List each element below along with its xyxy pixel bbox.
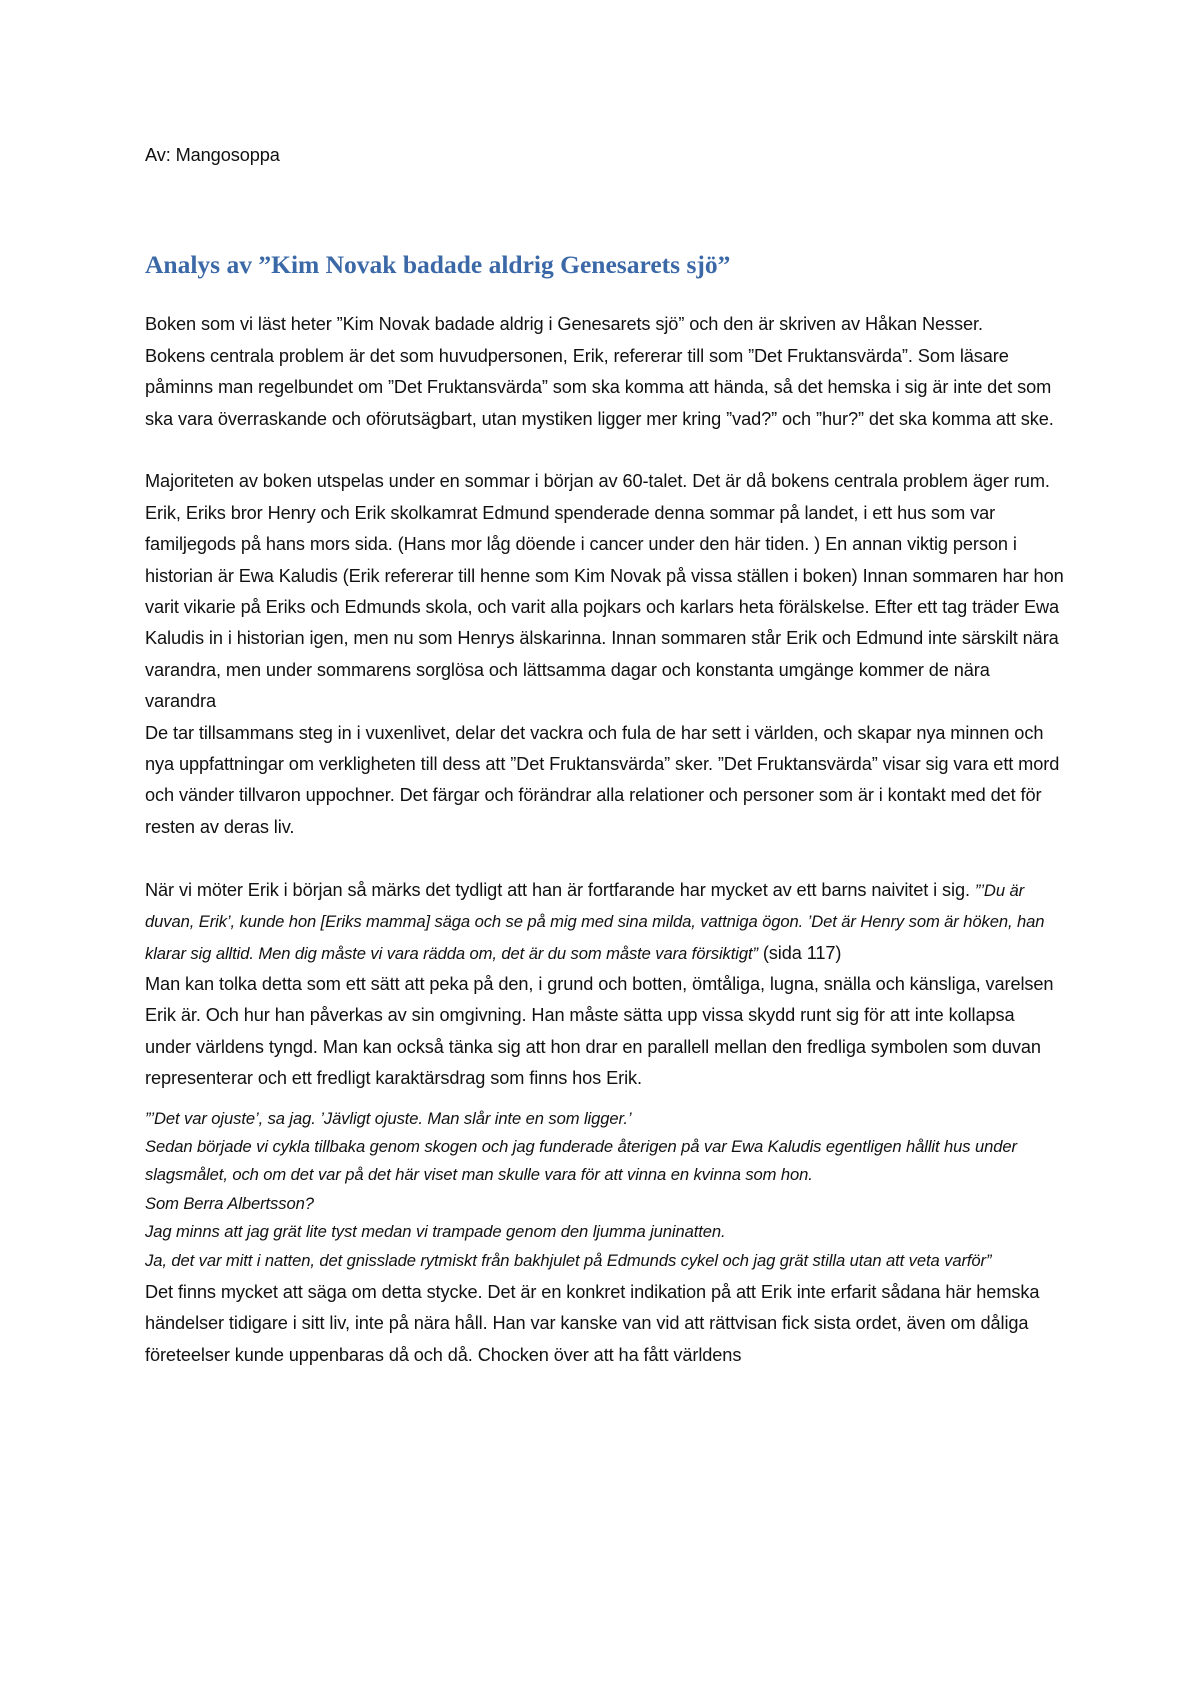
quote-line: Sedan började vi cykla tillbaka genom skogen och jag funderade återigen på var Ewa Kaludis egentligen hållit hus under slagsmålet, och om det var på det här viset man skulle vara för att vinna en kvinna som hon. [145,1136,1017,1185]
paragraph-interpretation: Man kan tolka detta som ett sätt att peka på den, i grund och botten, ömtåliga, lugna, snälla och känsliga, varelsen Erik är. Och hur han påverkas av sin omgivning. Han måste sätta upp vissa skydd runt sig för att inte kollapsa under världens tyngd. Man kan också tänka sig att hon drar en parallell mellan den fredliga symbolen som duvan representerar och ett fredligt karaktärsdrag som finns hos Erik. [145,973,1054,1089]
paragraph-summary: Majoriteten av boken utspelas under en sommar i början av 60-talet. Det är då bokens centrala problem äger rum. Erik, Eriks bror Henry och Erik skolkamrat Edmund spenderade denna sommar på landet, i ett hus som var familjegods på hans mors sida. (Hans mor låg döende i cancer under den här tiden. ) En annan viktig person i historian är Ewa Kaludis (Erik refererar till henne som Kim Novak på vissa ställen i boken) Innan sommaren har hon varit vikarie på Eriks och Edmunds skola, och varit alla pojkars och karlars heta förälskelse. Efter ett tag träder Ewa Kaludis in i historian igen, men nu som Henrys älskarinna. Innan sommaren står Erik och Edmund inte särskilt nära varandra, men under sommarens sorglösa och lättsamma dagar och konstanta umgänge kommer de nära varandra [145,471,1064,712]
document-title: Analys av ”Kim Novak badade aldrig Genesarets sjö” [145,250,731,280]
page-reference: (sida 117) [762,942,842,963]
paragraph-erik-naivety [145,875,1065,969]
quote-line: Som Berra Albertsson? [145,1193,314,1213]
quote-line: Ja, det var mitt i natten, det gnisslade rytmiskt från bakhjulet på Edmunds cykel och jag grät stilla utan att veta varför” [145,1250,992,1270]
inline-quote-duvan: ”’Du är duvan, Erik’, kunde hon [Eriks mamma] säga och se på mig med sina milda, vattniga ögon. ’Det är Henry som är höken, han klarar sig alltid. Men dig måste vi vara rädda om, det är du som måste vara försiktigt” [145,880,1045,963]
author-line: Av: Mangosoppa [145,145,280,165]
paragraph-intro: Boken som vi läst heter ”Kim Novak badade aldrig i Genesarets sjö” och den är skriven av Håkan Nesser. [145,314,983,335]
paragraph-erik-lead: När vi möter Erik i början så märks det tydligt att han är fortfarande har mycket av ett barns naivitet i sig. [145,879,970,900]
quote-line: ”’Det var ojuste’, sa jag. ’Jävligt ojuste. Man slår inte en som ligger.’ [145,1108,632,1128]
document-body [145,140,1065,1371]
paragraph-adulthood: De tar tillsammans steg in i vuxenlivet, delar det vackra och fula de har sett i världen, och skapar nya minnen och nya uppfattningar om verkligheten till dess att ”Det Fruktansvärda” sker. ”Det Fruktansvärda” visar sig vara ett mord och vänder tillvaron uppochner. Det färgar och förändrar alla relationer och personer som är i kontakt med det för resten av deras liv. [145,722,1060,837]
paragraph-analysis: Det finns mycket att säga om detta stycke. Det är en konkret indikation på att Erik inte erfarit sådana här hemska händelser tidigare i sitt liv, inte på nära håll. Han var kanske van vid att rättvisan fick sista ordet, även om dåliga företeelser kunde uppenbaras då och då. Chocken över att ha fått världens [145,1281,1040,1365]
paragraph-central-problem: Bokens centrala problem är det som huvudpersonen, Erik, refererar till som ”Det Fruktansvärda”. Som läsare påminns man regelbundet om ”Det Fruktansvärda” som ska komma att hända, så det hemska i sig är inte det som ska vara överraskande och oförutsägbart, utan mystiken ligger mer kring ”vad?” och ”hur?” det ska komma att ske. [145,345,1054,429]
block-quote [145,1105,1065,1275]
quote-line: Jag minns att jag grät lite tyst medan vi trampade genom den ljumma juninatten. [145,1222,726,1242]
